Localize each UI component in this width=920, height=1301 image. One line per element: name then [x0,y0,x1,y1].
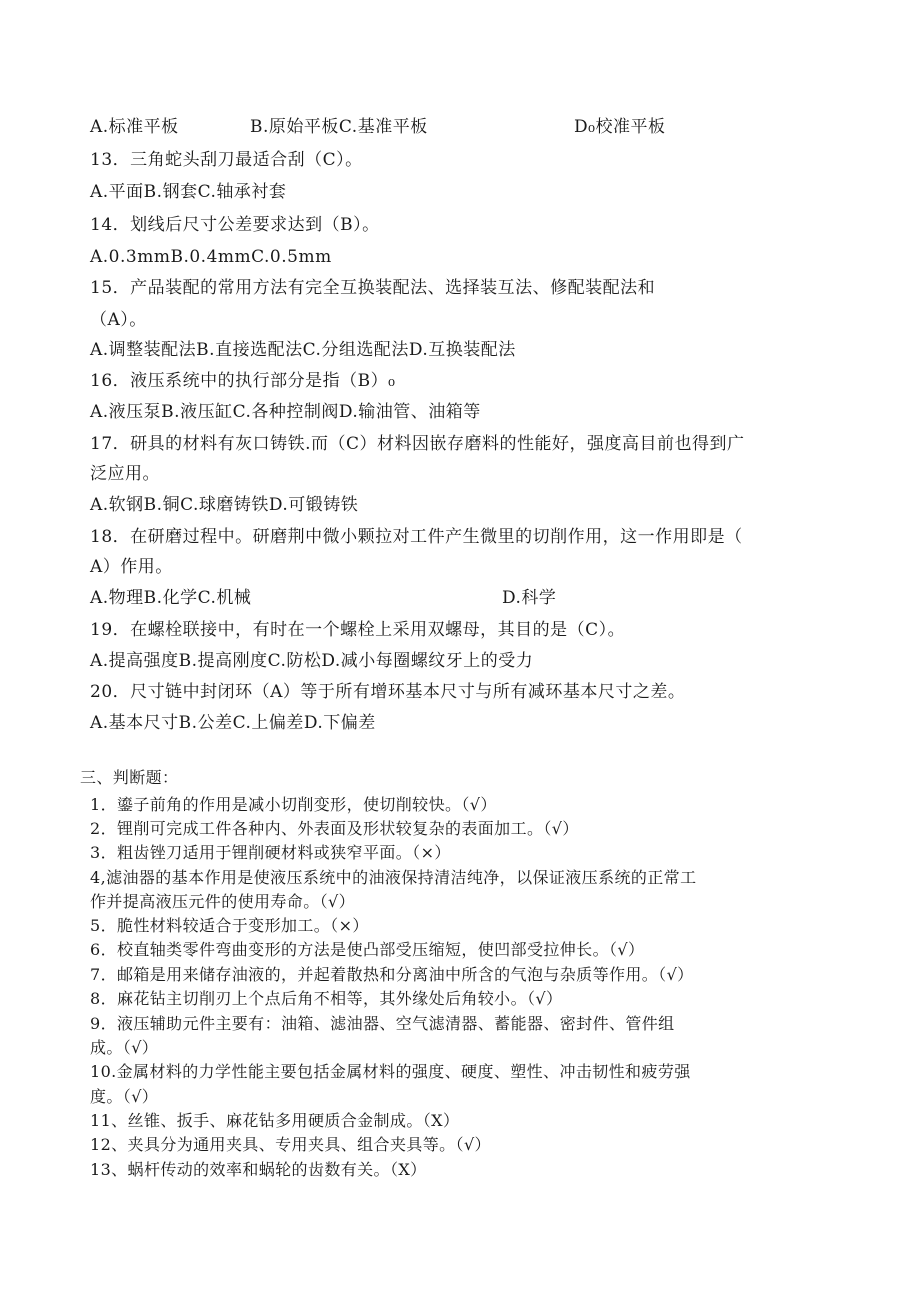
tf-item-7: 7．邮箱是用来储存油液的，并起着散热和分离油中所含的气泡与杂质等作用。（√） [90,965,694,984]
tf-item-5: 5．脆性材料较适合于变形加工。（×） [90,916,369,935]
tf-item-3: 3．粗齿锉刀适用于锂削硬材料或狭窄平面。（×） [90,843,451,862]
question-19-stem: 19．在螺栓联接中，有时在一个螺栓上采用双螺母，其目的是（C）。 [90,620,626,640]
tf-item-11: 11、丝锥、扳手、麻花钻多用硬质合金制成。（X） [90,1111,460,1130]
question-15-stem-line1: 15．产品装配的常用方法有完全互换装配法、选择装互法、修配装配法和 [90,278,656,298]
tf-item-4-line1: 4,滤油器的基本作用是使液压系统中的油液保持清洁纯净，以保证液压系统的正常工 [90,868,697,887]
tf-item-4-line2: 作并提高液压元件的使用寿命。（√） [90,892,355,911]
tf-item-10-line1: 10.金属材料的力学性能主要包括金属材料的强度、硬度、塑性、冲击韧性和疲劳强 [90,1062,691,1081]
question-17-stem-line2: 泛应用。 [90,464,160,484]
question-15-stem-line2: （A）。 [90,310,147,330]
question-19-options: A.提高强度B.提高刚度C.防松D.减小每圈螺纹牙上的受力 [90,651,534,671]
tf-item-6: 6．校直轴类零件弯曲变形的方法是使凸部受压缩短，使凹部受拉伸长。（√） [90,940,645,959]
tf-item-2: 2．锂削可完成工件各种内、外表面及形状较复杂的表面加工。（√） [90,819,579,838]
question-16-stem: 16．液压系统中的执行部分是指（B）₀ [90,371,396,391]
question-15-options: A.调整装配法B.直接选配法C.分组选配法D.互换装配法 [90,340,516,360]
tf-item-9-line1: 9．液压辅助元件主要有：油箱、滤油器、空气滤清器、蓄能器、密封件、管件组 [90,1014,675,1033]
question-20-stem: 20．尺寸链中封闭环（A）等于所有增环基本尺寸与所有减环基本尺寸之差。 [90,682,686,702]
question-14-stem: 14．划线后尺寸公差要求达到（B）。 [90,215,380,235]
question-14-options: A.0.3mmB.0.4mmC.0.5mm [90,247,332,267]
q12-option-d: D₀校准平板 [574,117,666,137]
tf-item-8: 8．麻花钻主切削刃上个点后角不相等，其外缘处后角较小。（√） [90,989,563,1008]
question-18-options-abc: A.物理B.化学C.机械 [90,588,252,608]
tf-item-13: 13、蜗杆传动的效率和蜗轮的齿数有关。（X） [90,1160,427,1179]
section-heading: 三、判断题： [80,768,179,787]
tf-item-1: 1．鎏子前角的作用是减小切削变形，使切削较快。（√） [90,795,497,814]
question-13-stem: 13．三角蛇头刮刀最适合刮（C）。 [90,150,363,170]
q12-option-a: A.标准平板 [90,117,179,137]
question-13-options: A.平面B.钢套C.轴承衬套 [90,182,287,202]
tf-item-12: 12、夹具分为通用夹具、专用夹具、组合夹具等。（√） [90,1135,491,1154]
question-18-stem-line2: A）作用。 [90,557,173,577]
question-18-option-d: D.科学 [502,588,557,608]
question-17-stem-line1: 17．研具的材料有灰口铸铁.而（C）材料因嵌存磨料的性能好，强度高目前也得到广 [90,434,745,454]
tf-item-10-line2: 度。（√） [90,1087,159,1106]
question-16-options: A.液压泵B.液压缸C.各种控制阀D.输油管、油箱等 [90,402,481,422]
tf-item-9-line2: 成。（√） [90,1038,159,1057]
q12-option-bc: B.原始平板C.基准平板 [250,117,428,137]
question-20-options: A.基本尺寸B.公差C.上偏差D.下偏差 [90,713,376,733]
question-17-options: A.软钢B.铜C.球磨铸铁D.可锻铸铁 [90,495,359,515]
question-18-stem-line1: 18．在研磨过程中。研磨荆中微小颗拉对工件产生微里的切削作用，这一作用即是（ [90,527,743,547]
